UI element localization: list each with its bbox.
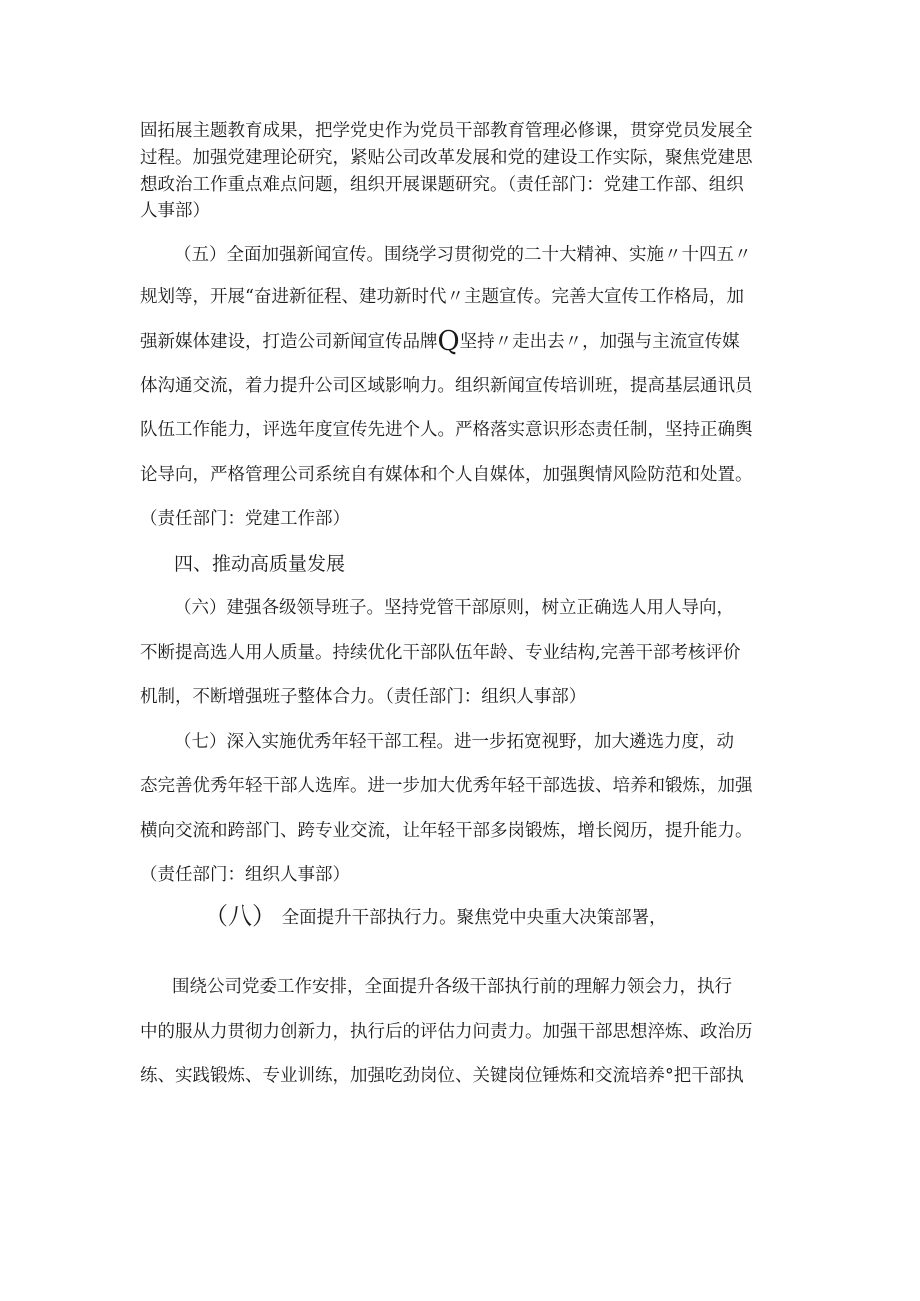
paragraph-text: 全面提升干部执行力。聚焦党中央重大决策部署，	[281, 908, 667, 928]
paragraph-line: 体沟通交流，着力提升公司区域影响力。组织新闻宣传培训班，提高基层通讯员	[140, 376, 753, 396]
paragraph-line: 练、实践锻炼、专业训练，加强吃劲岗位、关键岗位锤炼和交流培养°把干部执	[140, 1066, 744, 1086]
paragraph-line: 不断提高选人用人质量。持续优化干部队伍年龄、专业结构,完善干部考核评价	[140, 643, 741, 663]
paragraph-line: 横向交流和跨部门、跨专业交流，让年轻干部多岗锻炼，增长阅历，提升能力。	[140, 821, 753, 841]
paragraph-text: Q	[437, 326, 460, 357]
paragraph-line: 人事部）	[140, 201, 210, 221]
paragraph-line: 论导向，严格管理公司系统自有媒体和个人自媒体，加强舆情风险防范和处置。	[140, 465, 753, 485]
paragraph-line: 想政治工作重点难点问题，组织开展课题研究。（责任部门：党建工作部、组织	[140, 175, 744, 195]
paragraph-line: （六）建强各级领导班子。坚持党管干部原则，树立正确选人用人导向，	[174, 598, 734, 618]
paragraph-line: （五）全面加强新闻宣传。围绕学习贯彻党的二十大精神、实施〃十四五〃	[174, 245, 752, 265]
paragraph-line: （七）深入实施优秀年轻干部工程。进一步拓宽视野，加大遴选力度，动	[174, 732, 734, 752]
paragraph-line: 过程。加强党建理论研究，紧贴公司改革发展和党的建设工作实际，聚焦党建思	[140, 148, 753, 168]
paragraph-line	[140, 326, 740, 357]
paragraph-text: 强新媒体建设，打造公司新闻宣传品牌	[140, 332, 438, 352]
section-heading: 四、推动高质量发展	[174, 553, 346, 575]
paragraph-text: 坚持〃走出去〃，加强与主流宣传媒	[459, 332, 740, 352]
paragraph-line: 固拓展主题教育成果，把学党史作为党员干部教育管理必修课，贯穿党员发展全	[140, 121, 753, 141]
paragraph-line: （责任部门：组织人事部）	[140, 865, 350, 885]
paragraph-line: 中的服从力贯彻力创新力，执行后的评估力问责力。加强干部思想淬炼、政治历	[140, 1022, 753, 1042]
paragraph-line	[204, 902, 667, 930]
paragraph-line: 围绕公司党委工作安排，全面提升各级干部执行前的理解力领会力，执行	[172, 977, 732, 997]
paragraph-line: （责任部门：党建工作部）	[140, 509, 350, 529]
paragraph-line: 规划等，开展“奋进新征程、建功新时代〃主题宣传。完善大宣传工作格局，加	[140, 287, 744, 307]
item-number: （八）	[204, 902, 276, 930]
paragraph-line: 机制，不断增强班子整体合力。（责任部门：组织人事部）	[140, 687, 587, 707]
paragraph-line: 态完善优秀年轻干部人选库。进一步加大优秀年轻干部选拔、培养和锻炼，加强	[140, 776, 753, 796]
paragraph-line: 队伍工作能力，评选年度宣传先进个人。严格落实意识形态责任制，坚持正确舆	[140, 420, 753, 440]
